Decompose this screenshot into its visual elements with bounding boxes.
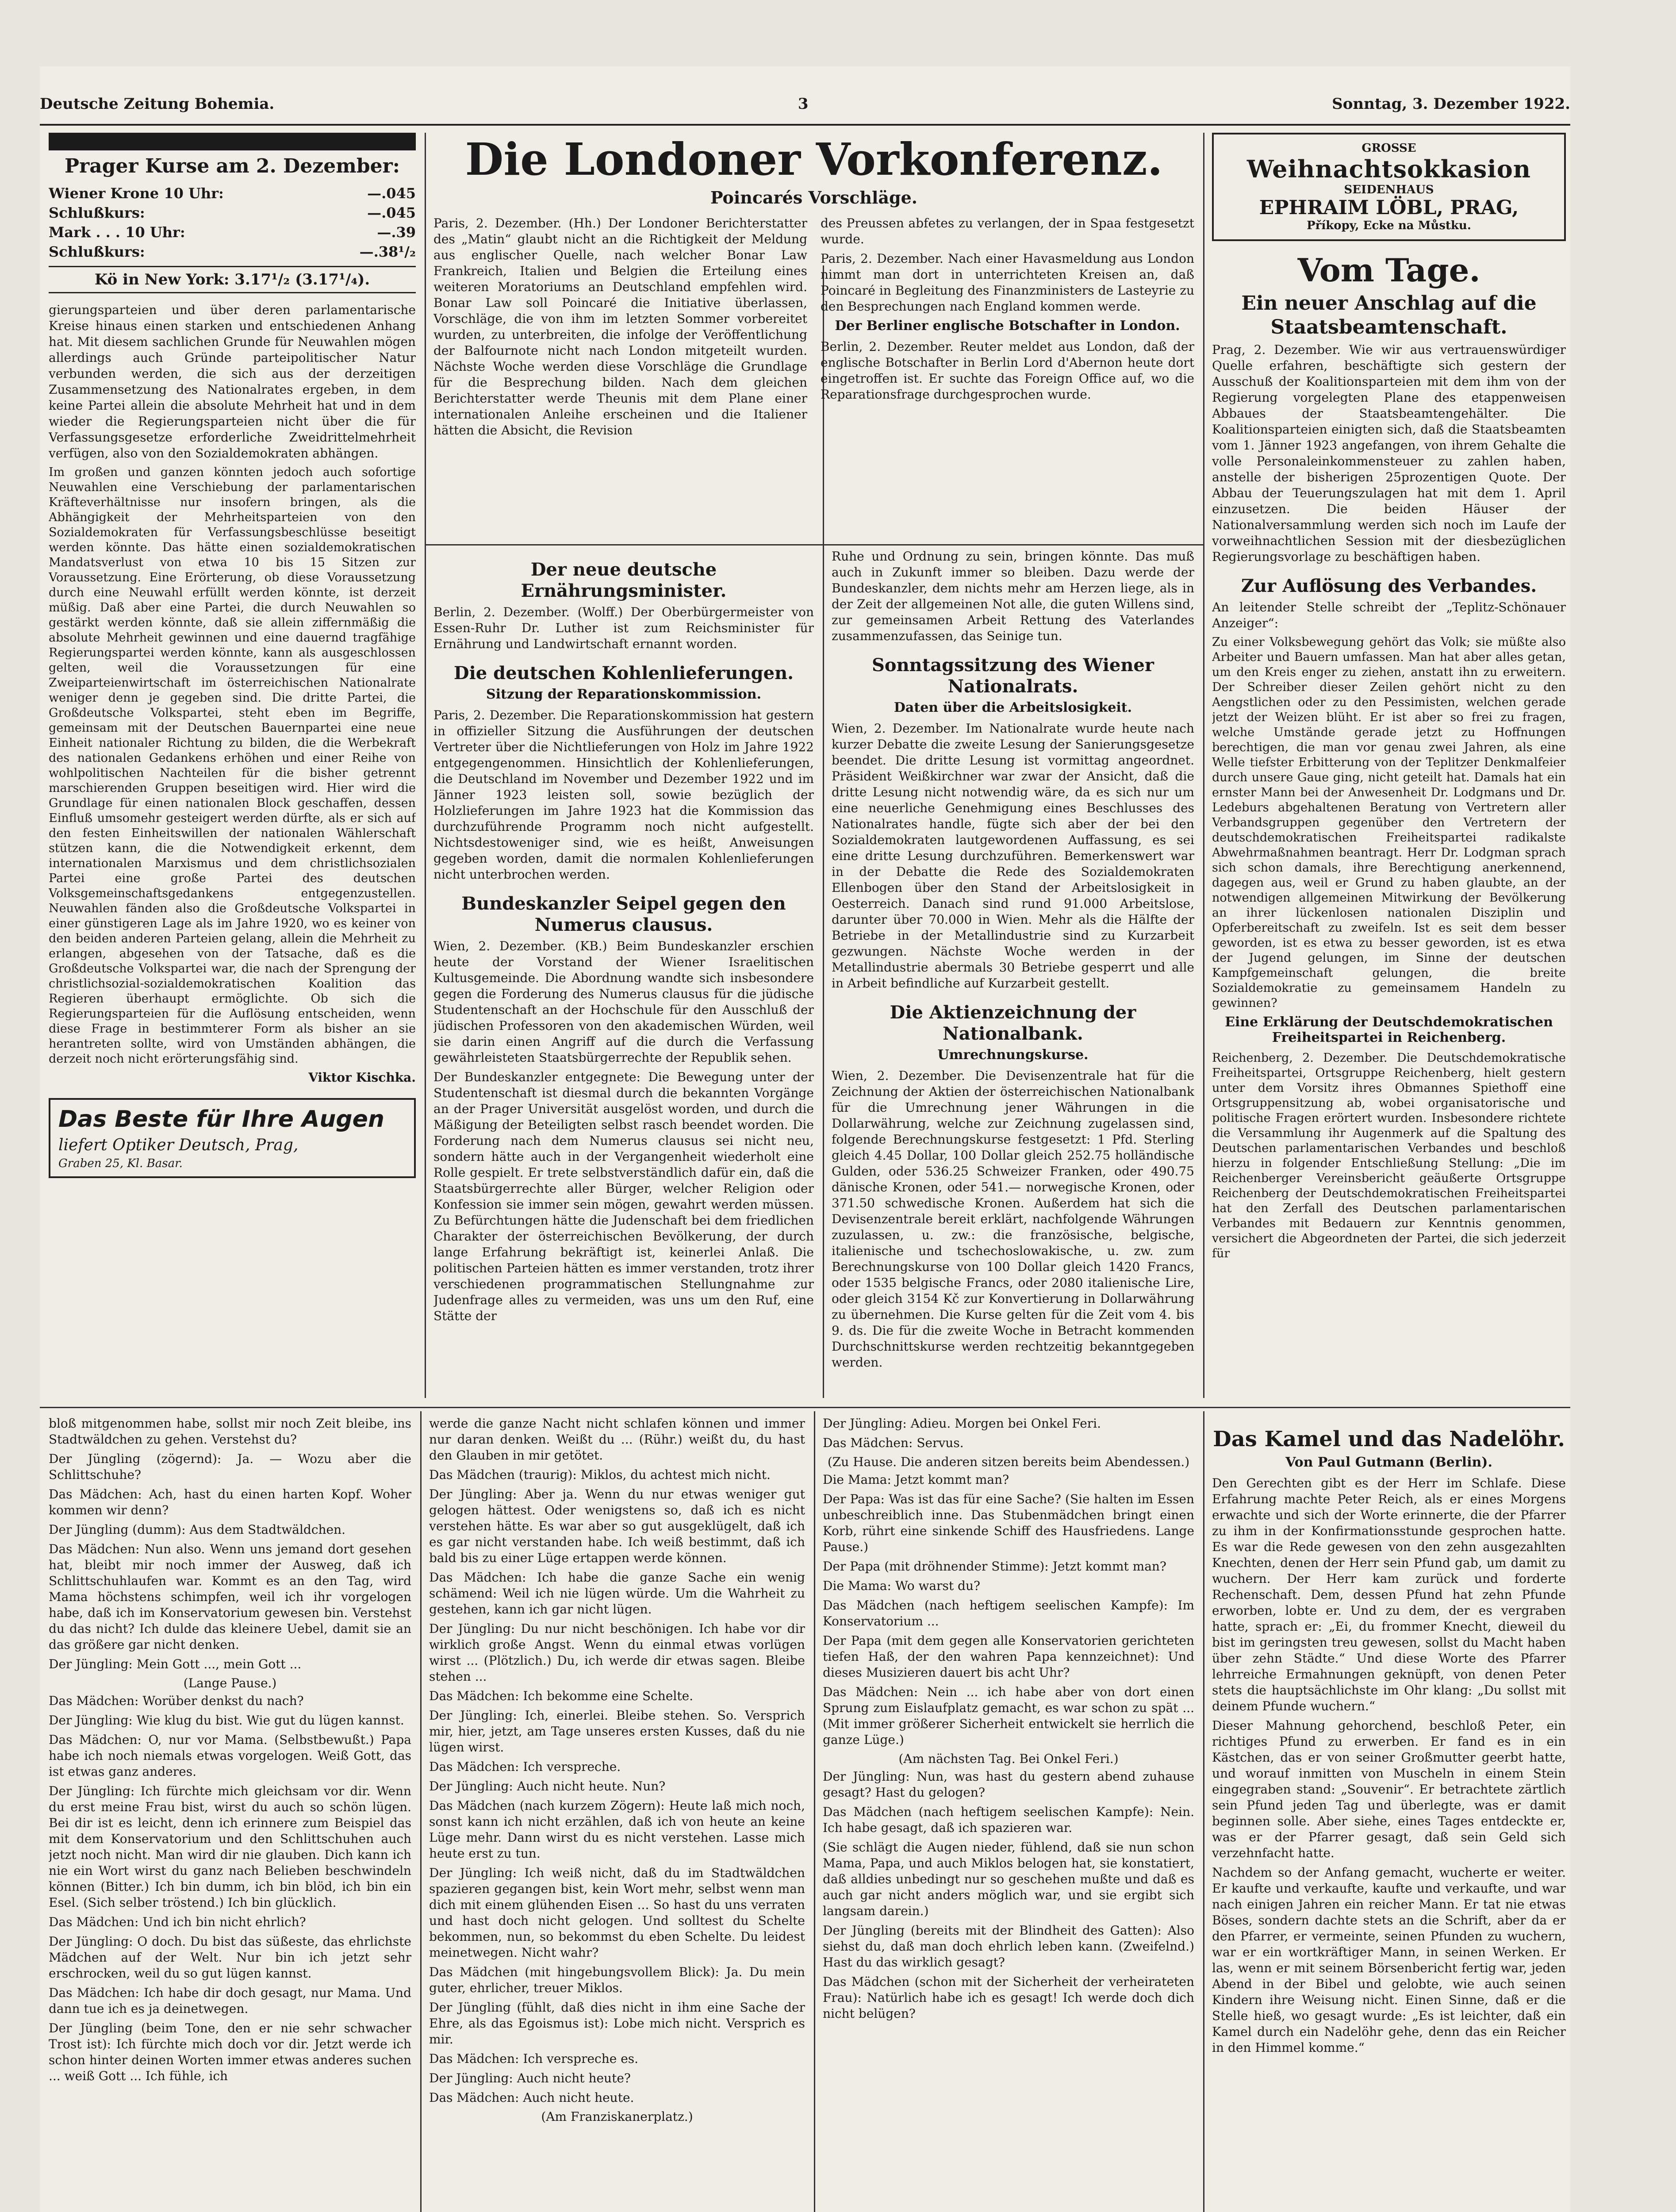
vomtage-head: Vom Tage.: [1297, 251, 1480, 289]
dialog-line: Der Jüngling: Ich, einerlei. Bleibe stehen. So. Versprich mir, hier, jetzt, am Tage unseres ersten Kusses, daß du nie lügen wirst.: [429, 1708, 805, 1755]
column-4: [1212, 133, 1566, 1402]
dialog-line: Der Jüngling: Mein Gott ..., mein Gott ...: [49, 1657, 302, 1671]
column-1: [49, 133, 416, 1402]
seipel-head: Bundeskanzler Seipel gegen den Numerus clausus.: [461, 893, 786, 935]
ad-company: EPHRAIM LÖBL, PRAG,: [1259, 196, 1519, 219]
london-article: [433, 133, 1194, 540]
dialog-line: werde die ganze Nacht nicht schlafen können und immer nur daran denken. Weißt du ... (Rühr.) weißt du, du hast den Glauben in mir getötet.: [429, 1416, 805, 1463]
dialog-line: Das Mädchen (nach kurzem Zögern): Heute laß mich noch, sonst kann ich nicht erzählen, daß ich von heute an keine Lüge mehr. Dann wirst du es nicht verstehen. Lasse mich heute erst zu tun.: [429, 1798, 805, 1861]
kamel-byline: Von Paul Gutmann (Berlin).: [1285, 1455, 1492, 1470]
dialog-line: Der Papa: Was ist das für eine Sache? (Sie halten im Essen unbeschreiblich inne. Das Stubenmädchen bringt einen Korb, rührt eine sinkende Schiff des Hausfriedens. Lange Pause.): [823, 1492, 1194, 1554]
kamel-head: Das Kamel und das Nadelöhr.: [1213, 1427, 1565, 1452]
article-paragraph: des Preussen abfetes zu verlangen, der in Spaa festgesetzt wurde.: [821, 216, 1194, 246]
dialog-line: Die Mama: Wo warst du?: [823, 1578, 980, 1593]
dialog-line: Das Mädchen: Ich habe dir doch gesagt, nur Mama. Und dann tue ich es ja deinetwegen.: [49, 1985, 411, 2016]
weihnacht-ad: [1212, 133, 1566, 241]
nationalbank-head: Die Aktienzeichnung der Nationalbank.: [890, 1002, 1136, 1044]
dialog-line: Das Mädchen: O, nur vor Mama. (Selbstbewußt.) Papa habe ich noch niemals etwas vorgelogen. Weiß Gott, das ist etwas ganz anderes.: [49, 1732, 411, 1779]
article-paragraph: gierungsparteien und über deren parlamentarische Kreise hinaus einen starken und entschiedenen Anhang hat. Mit diesem sachlichen Grunde für Neuwahlen mögen allerdings auch Gründe parteipolitischer Natur verbunden werden, die sich aus der derzeitigen Zusammensetzung des Nationalrates ergeben, in dem keine Partei allein die absolute Mehrheit hat und in dem wieder die Regierungsparteien nicht über die für Verfassungsgesetze erforderliche Zweidrittelmehrheit verfügen, also von den Sozialdemokraten abhängen.: [49, 303, 416, 461]
dialog-line: Der Jüngling (beim Tone, den er nie sehr schwacher Trost ist): Ich fürchte mich doch vor dir. Jetzt werde ich schon hinter deinen Worten immer etwas anderes suchen ... weiß Gott ... Ich fühle, ich: [49, 2021, 411, 2083]
sonntag-head: Sonntagssitzung des Wiener Nationalrats.: [872, 655, 1154, 697]
ad-seidenhaus: SEIDENHAUS: [1344, 183, 1434, 196]
vomtage-sub: Ein neuer Anschlag auf die Staatsbeamtenschaft.: [1241, 292, 1537, 338]
ad-top: GROSSE: [1362, 142, 1416, 155]
ad-address: Příkopy, Ecke na Můstku.: [1307, 219, 1471, 232]
dialog-line: Der Jüngling: Ich fürchte mich gleichsam vor dir. Wenn du erst meine Frau bist, wirst du auch so schön lügen. Bei dir ist es leicht, denn ich erinnere zum Beispiel das mit dem Konservatorium und den Schlittschuhen auch jetzt noch nicht. Man wird dir nie glauben. Dich kann ich nie ein Wort wirst du ganz nach Belieben beschwindeln können (Bitter.) Ich bin dumm, ich bin blöd, ich bin ein Esel. (Sich selber tröstend.) Ich bin glücklich.: [49, 1784, 411, 1910]
botschafter-head: Der Berliner englische Botschafter in London.: [835, 318, 1180, 334]
kurse-title: Prager Kurse am 2. Dezember:: [64, 155, 400, 177]
dialog-line: Der Jüngling: O doch. Du bist das süßeste, das ehrlichste Mädchen auf der Welt. Nur bin ich jetzt sehr erschrocken, weil du so gut lügen kannst.: [49, 1934, 411, 1981]
dialog-line: Der Jüngling: Nun, was hast du gestern abend zuhause gesagt? Hast du gelogen?: [823, 1769, 1194, 1800]
dialog-line: Der Jüngling: Ich weiß nicht, daß du im Stadtwäldchen spazieren gegangen bist, kein Wort mehr, selbst wenn man dich mit einem glühenden Eisen ... So hast du uns verraten und hast doch nicht gelogen. Und solltest du Schelte bekommen, nun, so bekommst du eben Schelte. Du leidest meinetwegen. Nicht wahr?: [429, 1866, 805, 1960]
verbandes-head: Zur Auflösung des Verbandes.: [1241, 576, 1537, 596]
dialog-line: Das Mädchen: Nein ... ich habe aber von dort einen Sprung zum Eislaufplatz gemacht, es war schon zu spät ... (Mit immer größerer Sicherheit entwickelt sie herrlich die ganze Lüge.): [823, 1685, 1194, 1747]
kurse-row: Mark . . . 10 Uhr: —.39: [49, 224, 416, 241]
erklaerung-head: Eine Erklärung der Deutschdemokratischen Freiheitspartei in Reichenberg.: [1225, 1014, 1553, 1045]
feuilleton-col-3: [823, 1416, 1194, 2212]
dialog-line: bloß mitgenommen habe, sollst mir noch Zeit bleibe, ins Stadtwäldchen zu gehen. Verstehst du?: [49, 1416, 411, 1447]
dialog-line: Das Mädchen: Ich verspreche es.: [429, 2051, 639, 2066]
column-2: [433, 549, 814, 1402]
masthead-left: Deutsche Zeitung Bohemia.: [40, 95, 275, 113]
article-paragraph: Den Gerechten gibt es der Herr im Schlafe. Diese Erfahrung machte Peter Reich, als er eines Morgens erwachte und sich der Worte erinnerte, die der Pfarrer zu ihm in der Konfirmationsstunde gesprochen hatte. Es war die Rede gewesen von den zehn ausgezahlten Knechten, denen der Herr sein Pfund gab, um damit zu wuchern. Der Herr kam zurück und forderte Rechenschaft. Dem, dessen Pfund hat zehn Pfunde erworben, lobte er. Und zu dem, der es vergraben hatte, sprach er: „Ei, du frommer Knecht, dieweil du bist im geringsten treu gewesen, sollst du Macht haben über zehn Städte.“ Und diese Worte des Pfarrer lehrreiche Ermahnungen geknüpft, von denen Peter stets die hauptsächlichste im Ohr klang: „Du sollst mit deinem Pfunde wuchern.“: [1212, 1476, 1566, 1713]
stage-direction: (Lange Pause.): [183, 1676, 277, 1690]
dialog-line: Das Mädchen: Ich verspreche.: [429, 1759, 621, 1774]
dialog-line: Der Jüngling (dumm): Aus dem Stadtwäldchen.: [49, 1522, 346, 1537]
ernaehrung-head: Der neue deutsche Ernährungsminister.: [521, 559, 727, 601]
ad-title: Weihnachtsokkasion: [1246, 155, 1531, 183]
stage-direction: (Zu Hause. Die anderen sitzen bereits beim Abendessen.): [827, 1455, 1190, 1469]
article-paragraph: Paris, 2. Dezember. Nach einer Havasmeldung aus London nimmt man dort in unterrichteten Kreisen an, daß Poincaré in Begleitung des Finanzministers de Lasteyrie zu den Besprechungen nach England kommen werde.: [821, 251, 1194, 314]
kohle-head: Die deutschen Kohlenlieferungen.: [453, 663, 794, 684]
article-paragraph: Berlin, 2. Dezember. Reuter meldet aus London, daß der englische Botschafter in Berlin Lord d'Abernon heute dort eingetroffen ist. Er suchte das Foreign Office auf, wo die Reparationsfrage durchgesprochen wurde.: [821, 339, 1194, 402]
article-paragraph: Paris, 2. Dezember. Die Reparationskommission hat gestern in offizieller Sitzung die Ausführungen der deutschen Vertreter über die Nichtlieferungen von Holz im Jahre 1922 entgegengenommen. Hinsichtlich der Kohlenlieferungen, die Deutschland im November und Dezember 1922 und im Jänner 1923 leisten soll, sowie bezüglich der Holzlieferungen im Jahre 1923 hat die Kommission das durchzuführende Programm noch nicht aufgestellt. Nichtsdestoweniger sind, wie es heißt, Anweisungen gegeben worden, damit die normalen Kohlenlieferungen nicht unterbrochen werden.: [433, 708, 814, 882]
dialog-line: Das Mädchen (mit hingebungsvollem Blick): Ja. Du mein guter, ehrlicher, treuer Miklos.: [429, 1965, 805, 1995]
author-signature: Viktor Kischka.: [308, 1070, 416, 1085]
dialog-line: Der Jüngling: Wie klug du bist. Wie gut du lügen kannst.: [49, 1713, 404, 1728]
dialog-line: Die Mama: Jetzt kommt man?: [823, 1472, 1009, 1487]
kurse-newyork: Kö in New York: 3.17¹/₂ (3.17¹/₄).: [49, 266, 416, 293]
dialog-line: Der Papa (mit dröhnender Stimme): Jetzt kommt man?: [823, 1559, 1166, 1574]
dialog-line: Das Mädchen: Worüber denkst du nach?: [49, 1694, 304, 1708]
article-paragraph: Paris, 2. Dezember. (Hh.) Der Londoner Berichterstatter des „Matin“ glaubt nicht an die Richtigkeit der Meldung aus englischer Quelle, nach welcher Bonar Law Frankreich, Italien und Belgien die Erteilung eines weiteren Moratoriums an Deutschland empfehlen wird. Bonar Law soll Poincaré die Initiative überlassen, Vorschläge, die von ihm im letzten Sommer vorbereitet wurden, zu unterbreiten, die infolge der Veröffentlichung der Balfournote nicht nach London mitgeteilt wurden. Nächste Woche werden diese Vorschläge die Grundlage für die Besprechung bilden. Nach dem gleichen Berichterstatter werde Theunis mit dem Plane einer internationalen Anleihe erscheinen und die Italiener hätten die Absicht, die Revision: [433, 216, 807, 438]
article-paragraph: An leitender Stelle schreibt der „Teplitz-Schönauer Anzeiger“:: [1212, 600, 1566, 630]
article-paragraph: Dieser Mahnung gehorchend, beschloß Peter, ein richtiges Pfund zu erwerben. Er fand es in ein Kästchen, das er von seiner Großmutter geerbt hatte, und worauf inmitten von Muscheln in einem Stein eingegraben stand: „Souvenir“. Er betrachtete zärtlich sein Pfund jeden Tag und überlegte, was er damit beginnen solle. Aber siehe, eines Tages entdeckte er, was er der Pfarrer gesagt, daß sein Geld sich verzehnfacht hatte.: [1212, 1718, 1566, 1860]
dialog-line: Der Papa (mit dem gegen alle Konservatorien gerichteten tiefen Haß, der den wahren Papa kennzeichnet): Und dieses Musizieren dauert bis acht Uhr?: [823, 1633, 1194, 1680]
article-paragraph: Im großen und ganzen könnten jedoch auch sofortige Neuwahlen eine Verschiebung der parlamentarischen Kräfteverhältnisse nur insofern bringen, als die Abhängigkeit der Mehrheitsparteien von den Sozialdemokraten für Verfassungsbeschlüsse beseitigt werden könnte. Das hätte einen sozialdemokratischen Mandatsverlust von etwa 10 bis 15 Sitzen zur Voraussetzung. Eine Erörterung, ob diese Voraussetzung durch eine Neuwahl erfüllt werden könnte, ist derzeit müßig. Daß aber eine Partei, die durch Neuwahlen so gestärkt werden könnte, daß sie allein ziffernmäßig die absolute Mehrheit gewinnen und eine dauernd tragfähige Regierungspartei werden könnte, kann als ausgeschlossen gelten, weil die Voraussetzungen für eine Zweiparteienwirtschaft im österreichischen Nationalrate weniger denn je gegeben sind. Die dritte Partei, die Großdeutsche Volkspartei, steht eben im Begriffe, gemeinsam mit der Deutschen Bauernpartei eine neue Einheit nationaler Richtung zu bilden, die die Werbekraft des nationalen Gedankens erhöhen und einer Reihe von wohlpolitischen Nachteilen für die bisher getrennt marschierenden Gruppen beseitigen wird. Hier wird die Grundlage für einen nationalen Block geschaffen, dessen Einfluß umsomehr gesteigert werden dürfte, als er sich auf den festen Einheitswillen der nationalen Wählerschaft stützen kann, die die Notwendigkeit erkennt, dem internationalen Marxismus und dem christlichsozialen Partei eine große Partei des deutschen Volksgemeinschaftsgedankens entgegenzustellen. Neuwahlen fänden also die Großdeutsche Volkspartei in einer günstigeren Lage als im Jahre 1920, wo es keiner von den beiden anderen Parteien gelang, allein die Mehrheit zu erlangen, abgesehen von der Tatsache, daß es die Großdeutsche Volkspartei war, die nach der Sprengung der christlichsozial-sozialdemokratischen Koalition das Regieren überhaupt ermöglichte. Ob sich die Regierungsparteien für die Auflösung entscheiden, wenn diese Frage in bestimmterer Form als bisher an sie herantreten sollte, wird von Umständen abhängen, die derzeit noch nicht erörterungsfähig sind.: [49, 465, 416, 1066]
article-paragraph: Zu einer Volksbewegung gehört das Volk; sie müßte also Arbeiter und Bauern umfassen. Man hat aber alles getan, um den Kreis enger zu ziehen, anstatt ihn zu erweitern. Der Schreiber dieser Zeilen gehört nicht zu den Aengstlichen oder zu den Pessimisten, welchen gerade jetzt der Weizen blüht. Er ist aber so frei zu fragen, welche Umstände gerade jetzt zu Hoffnungen berechtigen, die man vor genau zwei Jahren, als eine Welle tiefster Erbitterung von der Teplitzer Denkmalfeier durch unsere Gaue ging, nicht geteilt hat. Damals hat ein ernster Mann bei der Anwesenheit Dr. Lodgmans und Dr. Ledeburs abgehaltenen Beratung von Vertretern aller Verbandsgruppen gegenüber den Vertretern der deutschdemokratischen Freiheitspartei radikalste Abwehrmaßnahmen beantragt. Herr Dr. Lodgman sprach sich schon damals, ihre Berechtigung anerkennend, dagegen aus, weil er Grund zu haben glaubte, an der notwendigen allgemeinen Mitwirkung der Bevölkerung an ihrer lückenlosen nationalen Disziplin und Opferbereitschaft zu zweifeln. Ist es seit dem besser geworden, ist es etwa zu besser geworden, ist es etwa der Jugend gelungen, im Sinne der deutschen Kampfgemeinschaft gelungen, die breite Sozialdemokratie zu gemeinsamem Handeln zu gewinnen?: [1212, 635, 1566, 1010]
kohle-sub: Sitzung der Reparationskommission.: [486, 687, 762, 702]
dialog-line: Das Mädchen: Ich habe die ganze Sache ein wenig schämend: Weil ich nie lügen würde. Um die Wahrheit zu gestehen, kann ich gar nicht lügen.: [429, 1570, 805, 1617]
stage-direction: (Am Franziskanerplatz.): [541, 2109, 693, 2124]
optiker-line: liefert Optiker Deutsch, Prag,: [58, 1136, 299, 1154]
sonntag-sub: Daten über die Arbeitslosigkeit.: [894, 700, 1132, 715]
dialog-line: Der Jüngling: Adieu. Morgen bei Onkel Feri.: [823, 1416, 1101, 1431]
dialog-line: (Sie schlägt die Augen nieder, fühlend, daß sie nun schon Mama, Papa, und auch Miklos belogen hat, sie konstatiert, daß alldies unbedingt nur so geschehen mußte und daß es auch gar nicht anders möglich war, und sie ergibt sich langsam darein.): [823, 1840, 1194, 1918]
dialog-line: Der Jüngling (fühlt, daß dies nicht in ihm eine Sache der Ehre, als das Egoismus ist): Lobe mich nicht. Versprich es mir.: [429, 2000, 805, 2047]
headline-london: Die Londoner Vorkonferenz.: [465, 133, 1163, 185]
dialog-line: Das Mädchen: Servus.: [823, 1436, 964, 1450]
article-paragraph: Wien, 2. Dezember. (KB.) Beim Bundeskanzler erschien heute der Vorstand der Wiener Israelitischen Kultusgemeinde. Die Abordnung wandte sich insbesondere gegen die Forderung des Numerus clausus für die jüdische Studentenschaft an der Hochschule für den Ausschluß der jüdischen Professoren von den akademischen Würden, weil sie darin einen Angriff auf die durch die Verfassung gewährleisteten Staatsbürgerrechte der Republik sehen.: [433, 939, 814, 1065]
nationalbank-sub: Umrechnungskurse.: [937, 1047, 1089, 1063]
subheadline-poincare: Poincarés Vorschläge.: [710, 188, 918, 207]
page-header: [40, 84, 1570, 126]
stage-direction: (Am nächsten Tag. Bei Onkel Feri.): [898, 1751, 1119, 1766]
kurse-row: Wiener Krone 10 Uhr: —.045: [49, 185, 416, 202]
dialog-line: Das Mädchen: Auch nicht heute.: [429, 2090, 634, 2105]
article-paragraph: Ruhe und Ordnung zu sein, bringen könnte. Das muß auch in Zukunft immer so bleiben. Dazu werde der Bundeskanzler, dem nichts mehr am Herzen liege, als in der Zeit der allgemeinen Not alle, die guten Willens sind, zur gemeinsamen Arbeit Rettung des Vaterlandes zusammenzufassen, das Seinige tun.: [832, 549, 1194, 643]
dialog-line: Das Mädchen: Und ich bin nicht ehrlich?: [49, 1915, 306, 1929]
article-paragraph: Reichenberg, 2. Dezember. Die Deutschdemokratische Freiheitspartei, Ortsgruppe Reichenberg, hielt gestern unter dem Vorsitz ihres Obmannes Spiethoff eine Ortsgruppensitzung ab, wobei organisatorische und politische Fragen erörtert wurden. Insbesondere richtete die Versammlung ihr Augenmerk auf die Spaltung des Deutschen parlamentarischen Verbandes und beschloß hierzu in folgender Entschließung Stellung: „Die im Reichenberger Vereinsbericht geäußerte Ortsgruppe Reichenberg der Deutschdemokratischen Freiheitspartei hat den Zerfall des Deutschen parlamentarischen Verbandes mit Bedauern zur Kenntnis genommen, versichert die Abgeordneten der Partei, die sich jederzeit für: [1212, 1051, 1566, 1260]
kurse-row: Schlußkurs: —.38¹/₂: [49, 243, 416, 260]
optiker-title: Das Beste für Ihre Augen: [58, 1106, 384, 1133]
dialog-line: Der Jüngling (bereits mit der Blindheit des Gatten): Also siehst du, daß man doch ehrlich leben kann. (Zweifelnd.) Hast du das wirklich gesagt?: [823, 1923, 1194, 1970]
article-paragraph: Der Bundeskanzler entgegnete: Die Bewegung unter der Studentenschaft ist diesmal durch die bekannten Vorgänge an der Prager Universität ausgelöst worden, und durch die Mäßigung der Beteiligten selbst rasch beendet worden. Die Forderung nach dem Numerus clausus sei nicht neu, sondern hätte auch in der Vergangenheit wiederholt eine Rolle gespielt. Er trete selbstverständlich dafür ein, daß die Staatsbürgerrechte aller Bürger, welcher Religion oder Konfession sie immer sein mögen, gewahrt werden müssen. Zu Befürchtungen hätte die Judenschaft bei dem friedlichen Charakter der österreichischen Bevölkerung, der durch lange Erfahrung bekräftigt ist, keinerlei Anlaß. Die politischen Parteien hätten es immer verstanden, trotz ihrer verschiedenen programmatischen Stellungnahme zur Judenfrage alles zu vermeiden, was uns um den Ruf, eine Stätte der: [433, 1070, 814, 1323]
dialog-line: Das Mädchen (nach heftigem seelischen Kampfe): Im Konservatorium ...: [823, 1598, 1194, 1628]
optiker-address: Graben 25, Kl. Basar.: [58, 1157, 183, 1170]
article-paragraph: Nachdem so der Anfang gemacht, wucherte er weiter. Er kaufte und verkaufte, kaufte und verkaufte, und war nach einigen Jahren ein reicher Mann. Er tat nie etwas Böses, sondern dachte stets an die Schrift, aber da er den Pfarrer, er vermeinte, seinen Pfunden zu wuchern, war er ein wortkräftiger Mann, in seinen Werken. Er las, wenn er mit seinem Börsenbericht fertig war, jeden Abend in der Bibel und gelobte, wie auch seinen Kindern ihre Weisung nicht. Einen Sinne, daß er die Stelle hieß, wo gesagt wurde: „Es ist leichter, daß ein Kamel durch ein Nadelöhr gehe, denn das ein Reicher in den Himmel komme.“: [1212, 1865, 1566, 2055]
column-3: [832, 549, 1194, 1402]
dialog-line: Das Mädchen (traurig): Miklos, du achtest mich nicht.: [429, 1467, 771, 1482]
dialog-line: Das Mädchen: Ach, hast du einen harten Kopf. Woher kommen wir denn?: [49, 1487, 411, 1517]
dialog-line: Das Mädchen: Nun also. Wenn uns jemand dort gesehen hat, bleibt mir noch immer der Ausweg, daß ich Schlittschuhlaufen war. Kommt es an den Tag, wird Mama höchstens schimpfen, weil ich ihr vorgelogen habe, daß ich im Konservatorium gewesen bin. Verstehst du das nicht? Ich dulde das kleinere Uebel, damit sie an das größere gar nicht denken.: [49, 1542, 411, 1652]
newspaper-page: [40, 66, 1570, 2212]
dialog-line: Der Jüngling: Auch nicht heute. Nun?: [429, 1779, 666, 1793]
article-paragraph: Berlin, 2. Dezember. (Wolff.) Der Oberbürgermeister von Essen-Ruhr Dr. Luther ist zum Reichsminister für Ernährung und Landwirtschaft ernannt worden.: [433, 605, 814, 651]
masthead-date: Sonntag, 3. Dezember 1922.: [1332, 95, 1570, 113]
dialog-line: Der Jüngling: Auch nicht heute?: [429, 2071, 631, 2085]
feuilleton-col-2: [429, 1416, 805, 2212]
page-number: 3: [798, 95, 809, 113]
article-paragraph: Prag, 2. Dezember. Wie wir aus vertrauenswürdiger Quelle erfahren, beschäftigte sich gestern der Ausschuß der Koalitionsparteien mit dem ihm von der Regierung vorgelegten Plane des etappenweisen Abbaues der Staatsbeamtengehälter. Die Koalitionsparteien einigten sich, daß die Staatsbeamten vom 1. Jänner 1923 angefangen, von ihrem Gehalte die volle Personaleinkommensteuer zu zahlen haben, anstelle der bisherigen 25prozentigen Quote. Der Abbau der Teuerungszulagen hat mit dem 1. April einzusetzen. Die beiden Häuser der Nationalversammlung werden sich noch im Laufe der vorweihnachtlichen Session mit der diesbezüglichen Regierungsvorlage zu beschäftigen haben.: [1212, 342, 1566, 564]
article-paragraph: Wien, 2. Dezember. Im Nationalrate wurde heute nach kurzer Debatte die zweite Lesung der Sanierungsgesetze beendet. Die dritte Lesung ist vormittag angeordnet. Präsident Weißkirchner war zwar der Ansicht, daß die dritte Lesung nicht notwendig wäre, da es sich nur um eine neuerliche Genehmigung eines Beschlusses des Nationalrates handle, fügte sich aber der bei den Sozialdemokraten lautgewordenen Auffassung, es sei eine dritte Lesung durchzuführen. Bemerkenswert war in der Debatte die Rede des Sozialdemokraten Ellenbogen über den Stand der Arbeitslosigkeit in Oesterreich. Danach sind rund 91.000 Arbeitslose, darunter über 70.000 in Wien. Mehr als die Hälfte der Betriebe in der Metallindustrie sind zu Kurzarbeit gezwungen. Nächste Woche werden in der Metallindustrie abermals 30 Betriebe gesperrt und alle in Arbeit befindliche auf Kurzarbeit gestellt.: [832, 721, 1194, 991]
article-paragraph: Wien, 2. Dezember. Die Devisenzentrale hat für die Zeichnung der Aktien der österreichischen Nationalbank für die Umrechnung jener Währungen in die Dollarwährung, welche zur Zeichnung zugelassen sind, folgende Berechnungskurse festgesetzt: 1 Pfd. Sterling gleich 4.45 Dollar, 100 Dollar gleich 252.75 holländische Gulden, oder 536.25 Schweizer Franken, oder 490.75 dänische Kronen, oder 541.— norwegische Kronen, oder 371.50 schwedische Kronen. Außerdem hat sich die Devisenzentrale bereit erklärt, nachfolgende Währungen zuzulassen, u. zw.: die französische, belgische, italienische und tschechoslowakische, u. zw. zum Berechnungskurse von 100 Dollar gleich 1420 Francs, oder 1535 belgische Francs, oder 2080 italienische Lire, oder gleich 3154 Kč zur Konvertierung in Dollarwährung zu übernehmen. Die Kurse gelten für die Zeit vom 4. bis 9. ds. Die für die zweite Woche in Betracht kommenden Durchschnittskurse werden rechtzeitig bekanntgegeben werden.: [832, 1068, 1194, 1370]
dialog-line: Der Jüngling: Du nur nicht beschönigen. Ich habe vor dir wirklich große Angst. Wenn du einmal etwas vorlügen wirst ... (Plötzlich.) Du, ich werde dir etwas sagen. Bleibe stehen ...: [429, 1621, 805, 1684]
optiker-ad: [49, 1098, 416, 1178]
kurse-row: Schlußkurs: —.045: [49, 204, 416, 221]
dialog-line: Der Jüngling: Aber ja. Wenn du nur etwas weniger gut gelogen hättest. Oder wenigstens so, daß ich es nicht verstehen hätte. Es war aber so gut ausgeklügelt, daß ich es gar nicht verstanden habe. Ich weiß bestimmt, daß ich bald bis zu einer Lüge ertappen werde können.: [429, 1487, 805, 1565]
dialog-line: Das Mädchen: Ich bekomme eine Schelte.: [429, 1689, 694, 1703]
dialog-line: Das Mädchen (nach heftigem seelischen Kampfe): Nein. Ich habe gesagt, daß ich spazieren war.: [823, 1805, 1194, 1835]
dialog-line: Das Mädchen (schon mit der Sicherheit der verheirateten Frau): Natürlich habe ich es gesagt! Ich werde doch dich nicht belügen?: [823, 1974, 1194, 2021]
dialog-line: Der Jüngling (zögernd): Ja. — Wozu aber die Schlittschuhe?: [49, 1452, 411, 1482]
kamel-article: [1212, 1416, 1566, 2212]
feuilleton-col-1: [49, 1416, 411, 2212]
